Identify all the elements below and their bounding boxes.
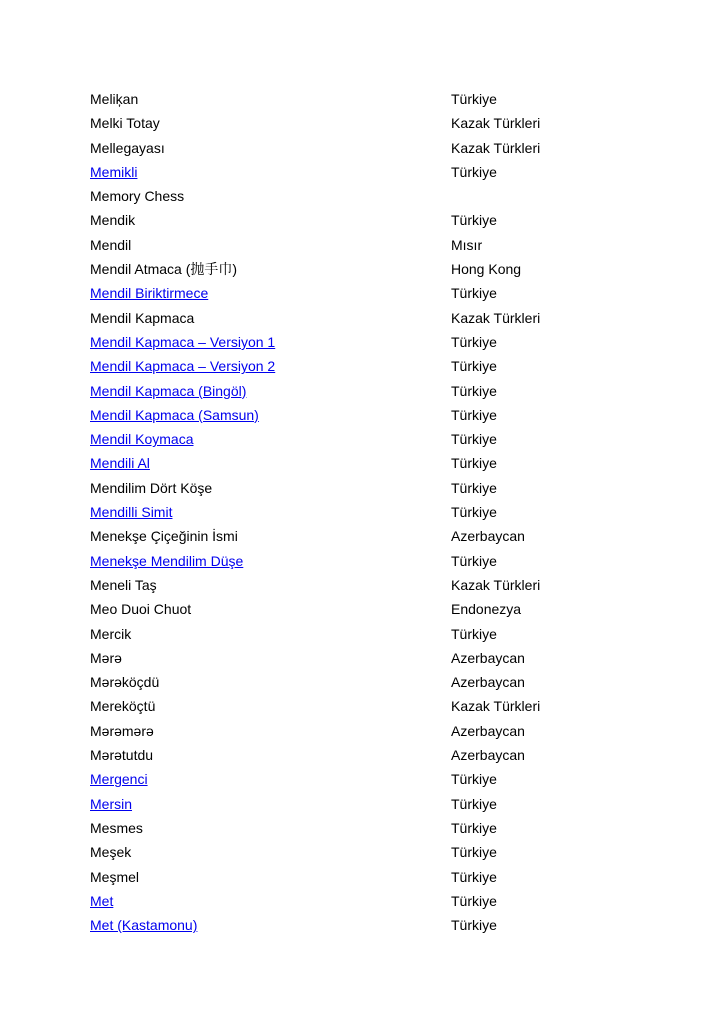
table-row [90, 184, 670, 208]
table-row [90, 379, 670, 403]
game-country: Türkiye [451, 406, 497, 423]
game-country: Türkiye [451, 285, 497, 302]
game-country: Azerbaycan [451, 674, 525, 691]
game-country: Türkiye [451, 212, 497, 229]
table-row [90, 889, 670, 913]
table-row [90, 719, 670, 743]
table-row [90, 694, 670, 718]
game-country: Türkiye [451, 163, 497, 180]
game-country: Türkiye [451, 333, 497, 350]
table-row [90, 87, 670, 111]
table-row [90, 646, 670, 670]
table-row [90, 354, 670, 378]
game-country: Kazak Türkleri [451, 309, 541, 326]
game-country: Kazak Türkleri [451, 139, 541, 156]
game-name-link[interactable]: Mendil Koymaca [90, 431, 194, 448]
table-row [90, 524, 670, 548]
game-country: Türkiye [451, 479, 497, 496]
table-row [90, 136, 670, 160]
game-country: Türkiye [451, 382, 497, 399]
game-country: Azerbaycan [451, 722, 525, 739]
game-name-link[interactable]: Met (Kastamonu) [90, 917, 198, 934]
table-row [90, 306, 670, 330]
game-country: Mısır [451, 236, 483, 253]
game-country: Türkiye [451, 625, 497, 642]
game-name-link[interactable]: Met [90, 892, 114, 909]
table-row [90, 792, 670, 816]
game-name: Mendilim Dört Köşe [90, 479, 213, 496]
game-name-link[interactable]: Mergenci [90, 771, 148, 788]
game-name: Mellegayası [90, 139, 165, 156]
table-row [90, 549, 670, 573]
table-row [90, 476, 670, 500]
table-row [90, 816, 670, 840]
table-row [90, 111, 670, 135]
game-country: Türkiye [451, 917, 497, 934]
game-name: Meşmel [90, 868, 140, 885]
game-name: Mendil Atmaca (抛手巾) [90, 261, 238, 278]
table-row [90, 451, 670, 475]
table-row [90, 840, 670, 864]
table-row [90, 500, 670, 524]
game-country: Hong Kong [451, 261, 522, 278]
game-name: Mendil Kapmaca [90, 309, 195, 326]
game-country: Endonezya [451, 601, 522, 618]
game-name: Mərətutdu [90, 747, 154, 764]
game-name: Mereköçtü [90, 698, 156, 715]
game-name-link[interactable]: Menekşe Mendilim Düşe [90, 552, 244, 569]
table-row [90, 573, 670, 597]
game-name: Menekşe Çiçeğinin İsmi [90, 528, 238, 545]
game-name: Melki Totay [90, 115, 160, 132]
game-name: Meliķan [90, 91, 139, 107]
game-country: Kazak Türkleri [451, 698, 541, 715]
table-row [90, 622, 670, 646]
game-name-link[interactable]: Mendili Al [90, 455, 150, 472]
game-name: Meo Duoi Chuot [90, 601, 192, 618]
game-country: Türkiye [451, 91, 497, 107]
game-country: Türkiye [451, 892, 497, 909]
game-name: Memory Chess [90, 188, 185, 205]
table-row [90, 743, 670, 767]
game-name: Mercik [90, 625, 132, 642]
table-row [90, 233, 670, 257]
table-row [90, 767, 670, 791]
game-name: Mərəmərə [90, 722, 154, 739]
game-name-link[interactable]: Mendilli Simit [90, 504, 173, 521]
game-name-link[interactable]: Mersin [90, 795, 133, 812]
game-country: Kazak Türkleri [451, 115, 541, 132]
table-row [90, 403, 670, 427]
games-table [90, 87, 670, 937]
game-country: Azerbaycan [451, 528, 525, 545]
game-name: Mendil [90, 236, 132, 253]
game-name: Meşek [90, 844, 132, 861]
game-country: Türkiye [451, 431, 497, 448]
game-country: Azerbaycan [451, 747, 525, 764]
game-name-link[interactable]: Mendil Kapmaca (Samsun) [90, 406, 259, 423]
game-country: Türkiye [451, 868, 497, 885]
game-country: Azerbaycan [451, 649, 525, 666]
game-country: Türkiye [451, 504, 497, 521]
table-row [90, 427, 670, 451]
table-row [90, 865, 670, 889]
game-name: Mendik [90, 212, 136, 229]
game-name-link[interactable]: Memikli [90, 163, 138, 180]
table-row [90, 913, 670, 937]
table-row [90, 160, 670, 184]
game-country: Türkiye [451, 819, 497, 836]
table-row [90, 208, 670, 232]
game-name: Mərə [90, 649, 122, 666]
game-name: Mərəköçdü [90, 674, 160, 691]
game-country: Türkiye [451, 771, 497, 788]
table-row [90, 330, 670, 354]
table-row [90, 257, 670, 281]
game-country: Türkiye [451, 358, 497, 375]
game-name-link[interactable]: Mendil Kapmaca (Bingöl) [90, 382, 247, 399]
table-row [90, 281, 670, 305]
table-row [90, 670, 670, 694]
game-name: Meneli Taş [90, 576, 157, 593]
game-name: Mesmes [90, 819, 143, 836]
game-country: Türkiye [451, 844, 497, 861]
game-name-link[interactable]: Mendil Biriktirmece [90, 285, 209, 302]
game-name-link[interactable]: Mendil Kapmaca – Versiyon 2 [90, 358, 276, 375]
game-country: Türkiye [451, 455, 497, 472]
table-row [90, 597, 670, 621]
game-country: Türkiye [451, 795, 497, 812]
game-country: Kazak Türkleri [451, 576, 541, 593]
game-name-link[interactable]: Mendil Kapmaca – Versiyon 1 [90, 333, 276, 350]
game-country: Türkiye [451, 552, 497, 569]
